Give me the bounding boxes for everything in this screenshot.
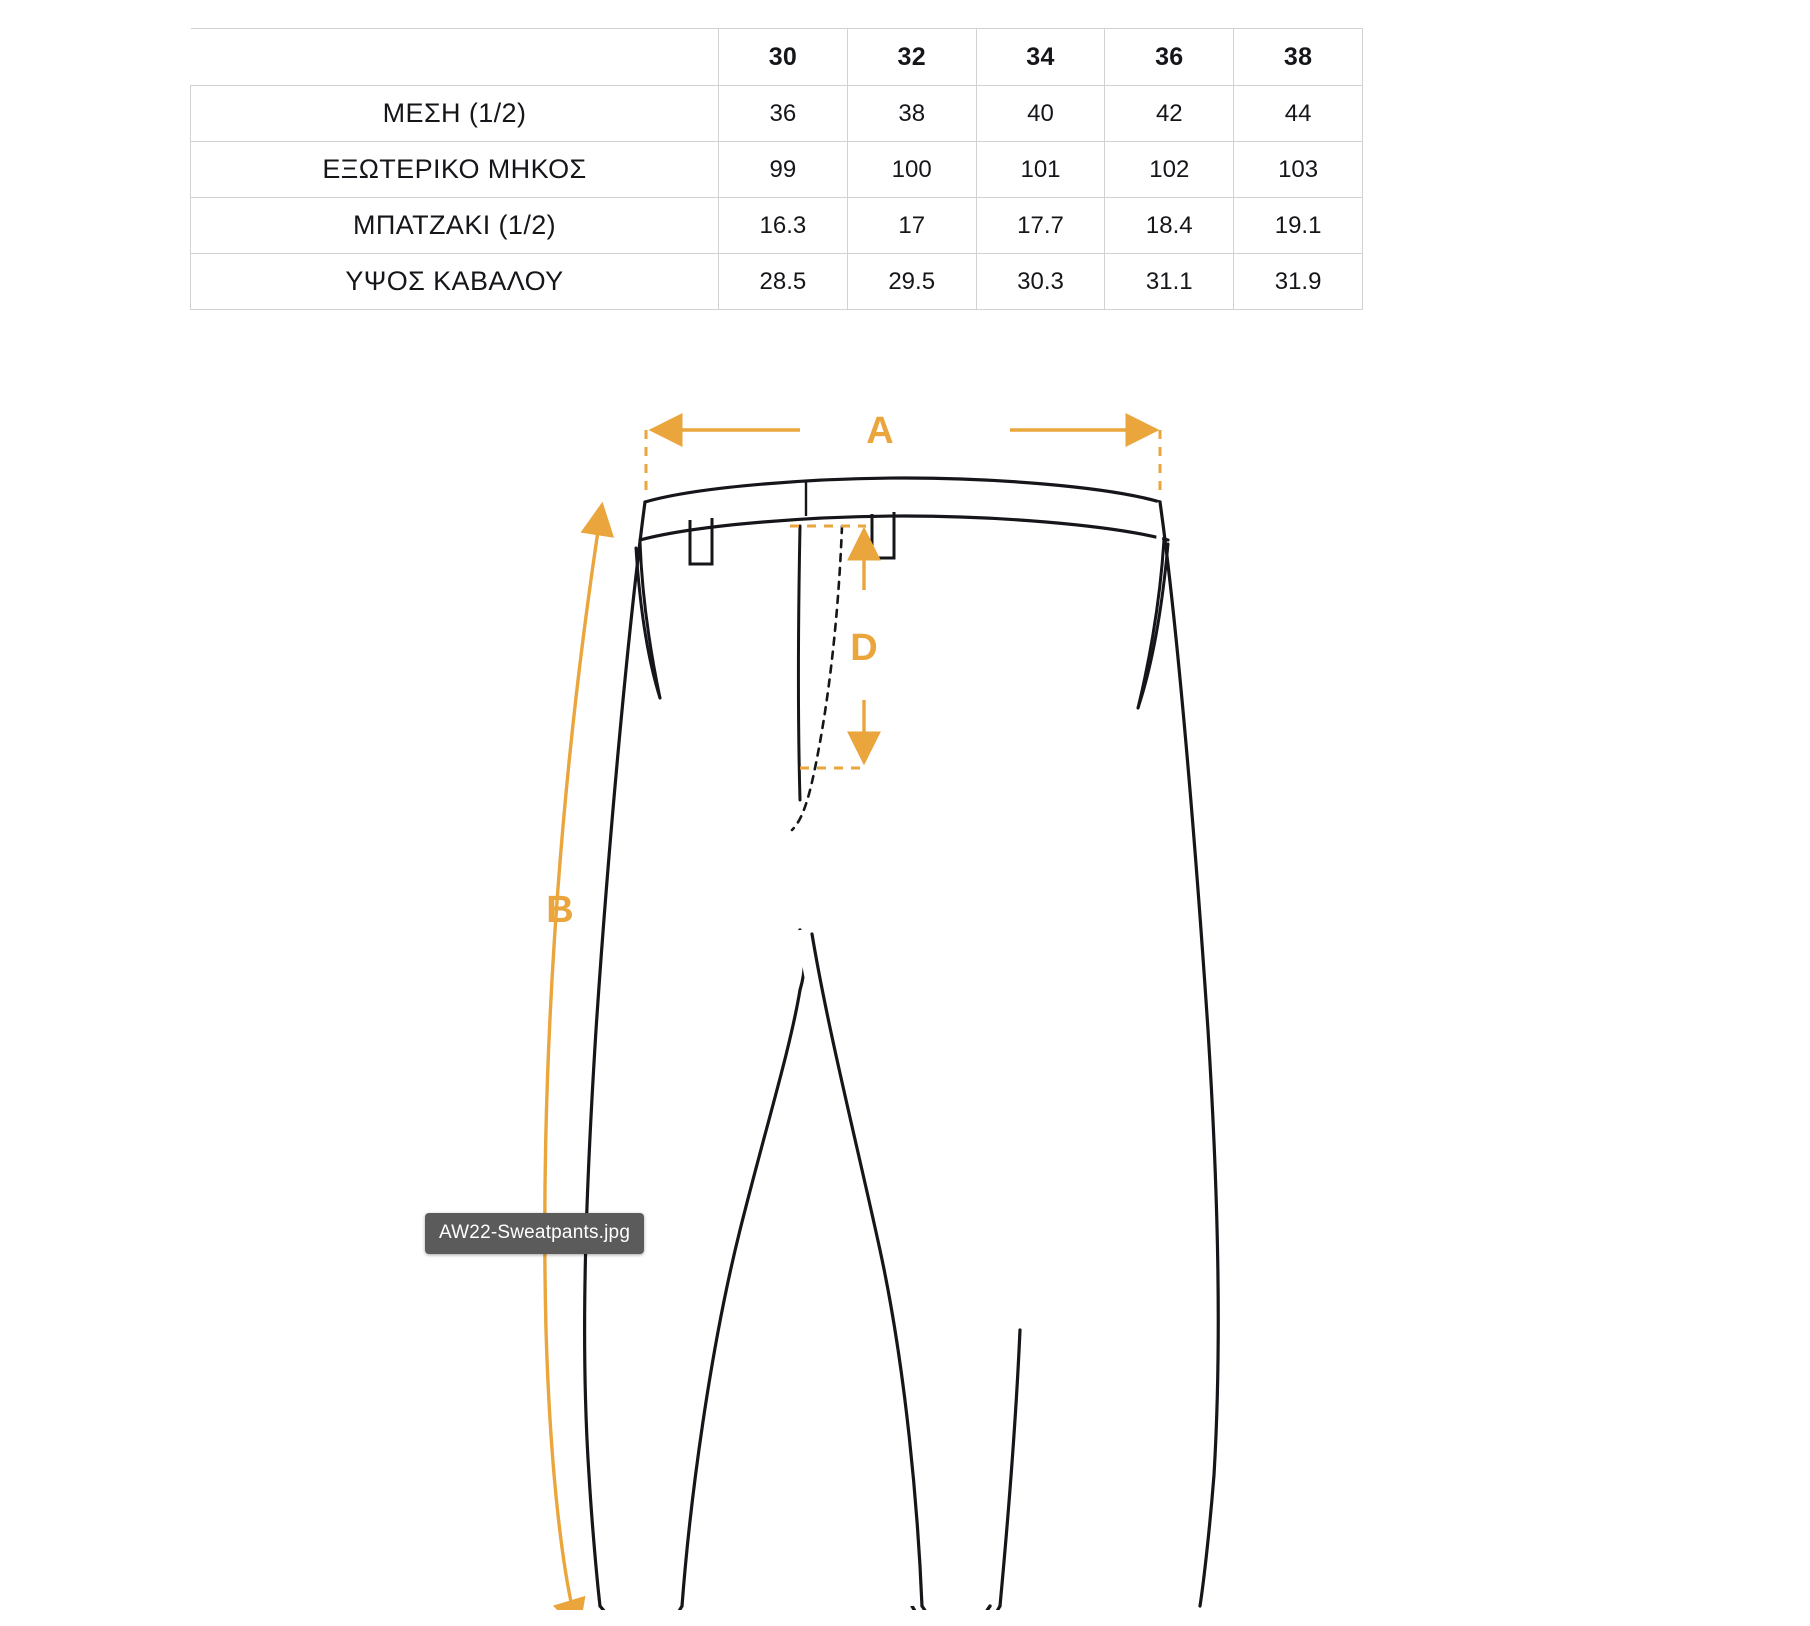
cell-leg-opening-30: 16.3 xyxy=(719,198,848,254)
row-label-waist: ΜΕΣΗ (1/2) xyxy=(191,86,719,142)
front-pockets xyxy=(636,540,1168,708)
cell-rise-30: 28.5 xyxy=(719,254,848,310)
cell-rise-38: 31.9 xyxy=(1234,254,1363,310)
size-header-36: 36 xyxy=(1105,29,1234,86)
table-header-row xyxy=(191,29,1363,86)
cell-waist-38: 44 xyxy=(1234,86,1363,142)
cell-leg-opening-36: 18.4 xyxy=(1105,198,1234,254)
fly-seam xyxy=(799,526,801,800)
size-header-30: 30 xyxy=(719,29,848,86)
row-label-rise: ΥΨΟΣ ΚΑΒΑΛΟΥ xyxy=(191,254,719,310)
cell-waist-36: 42 xyxy=(1105,86,1234,142)
pants-right-sideseam-fix xyxy=(990,502,1161,1606)
table-row xyxy=(191,86,1363,142)
pants-right-leg-mask xyxy=(800,930,912,1606)
cell-rise-36: 31.1 xyxy=(1105,254,1234,310)
cell-leg-opening-34: 17.7 xyxy=(976,198,1105,254)
size-header-38: 38 xyxy=(1234,29,1363,86)
size-header-34: 34 xyxy=(976,29,1105,86)
table-row xyxy=(191,142,1363,198)
pants-right-sideseam xyxy=(990,502,1218,1606)
table-row xyxy=(191,254,1363,310)
cell-waist-32: 38 xyxy=(847,86,976,142)
measure-a-label: A xyxy=(866,410,894,452)
cell-leg-opening-38: 19.1 xyxy=(1234,198,1363,254)
cell-rise-32: 29.5 xyxy=(847,254,976,310)
cell-outer-length-32: 100 xyxy=(847,142,976,198)
measure-b-label: B xyxy=(546,889,574,931)
cell-outer-length-34: 101 xyxy=(976,142,1105,198)
size-chart-table-container xyxy=(190,28,1362,310)
pants-right-leg xyxy=(812,934,1020,1610)
table-row xyxy=(191,198,1363,254)
row-label-outer-length: ΕΞΩΤΕΡΙΚΟ ΜΗΚΟΣ xyxy=(191,142,719,198)
cell-outer-length-38: 103 xyxy=(1234,142,1363,198)
measure-d-label: D xyxy=(850,627,878,669)
size-chart-table xyxy=(190,28,1363,310)
cell-rise-34: 30.3 xyxy=(976,254,1105,310)
cell-leg-opening-32: 17 xyxy=(847,198,976,254)
pants-measurement-diagram xyxy=(0,330,1810,1610)
row-label-leg-opening: ΜΠΑΤΖΑΚΙ (1/2) xyxy=(191,198,719,254)
measure-a-extension-lines xyxy=(646,430,1160,490)
measure-d-group xyxy=(790,526,878,768)
cell-waist-30: 36 xyxy=(719,86,848,142)
image-filename-chip: AW22-Sweatpants.jpg xyxy=(425,1213,644,1254)
cell-outer-length-36: 102 xyxy=(1105,142,1234,198)
size-header-32: 32 xyxy=(847,29,976,86)
cell-outer-length-30: 99 xyxy=(719,142,848,198)
cell-waist-34: 40 xyxy=(976,86,1105,142)
table-corner-cell xyxy=(191,29,719,86)
